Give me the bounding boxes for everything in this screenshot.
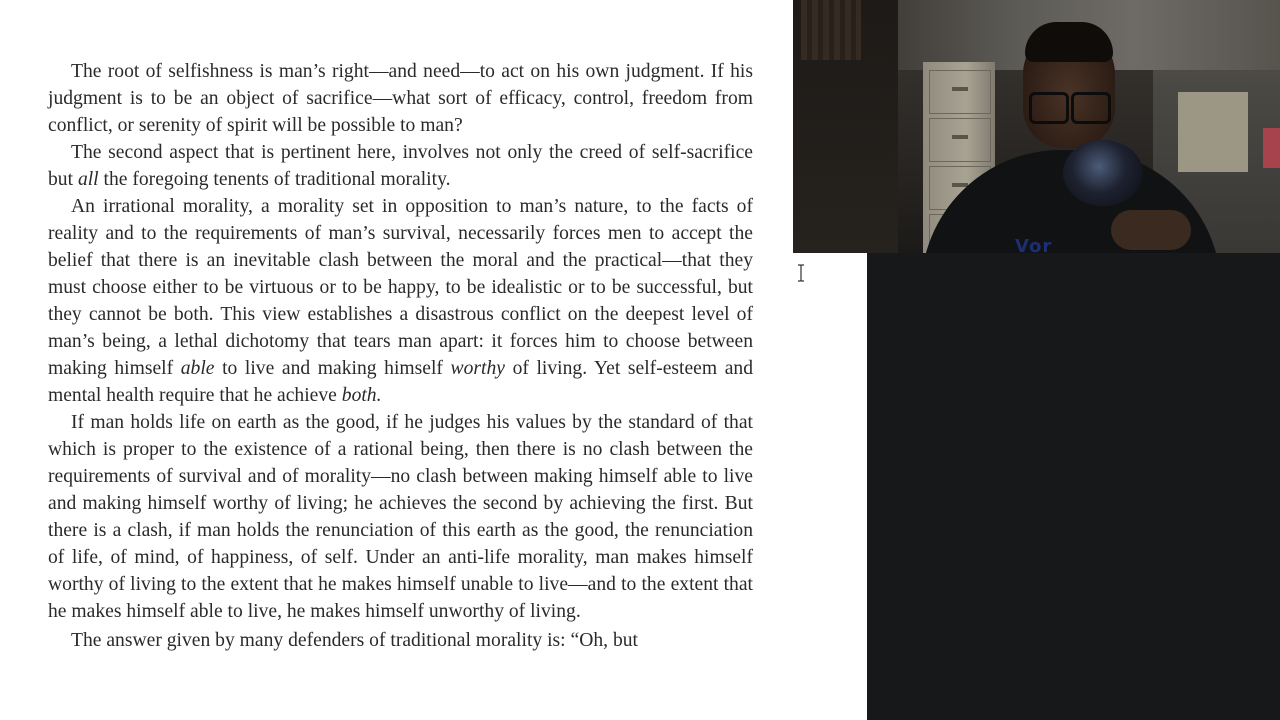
italic-text-segment: both.	[341, 385, 382, 406]
paragraph	[48, 627, 753, 654]
text-segment: The second aspect that is pertinent here, involves not only the creed of self-sacrifice but	[48, 142, 753, 190]
text-segment: The answer given by many defenders of traditional morality is: “Oh, but	[71, 630, 638, 651]
webcam-shelf	[801, 0, 861, 60]
text-segment: the foregoing tenents of traditional morality.	[98, 169, 451, 190]
text-segment: An irrational morality, a morality set in opposition to man’s nature, to the facts of reality and to the requirements of man’s survival, necessarily forces men to accept the belief that there is an inevitable clash between the moral and the practical—that they must choose either to be virtuous or to be happy, to be idealistic or to be successful, but they cannot be both. This view establishes a disastrous conflict on the deepest level of man’s being, a lethal dichotomy that tears man apart: it forces him to choose between making himself	[48, 196, 753, 379]
webcam-glasses	[1029, 92, 1109, 120]
paragraph	[48, 58, 753, 139]
webcam-shirt-text: Vor	[1015, 236, 1053, 253]
text-segment: to live and making himself	[214, 358, 451, 379]
webcam-poster	[1263, 128, 1280, 168]
webcam-cabinet	[1178, 92, 1248, 172]
i-beam-cursor-icon	[796, 264, 806, 282]
italic-text-segment: able	[180, 358, 215, 379]
paragraph	[48, 409, 753, 625]
text-segment: The root of selfishness is man’s right—and need—to act on his own judgment. If his judgment is to be an object of sacrifice—what sort of efficacy, control, freedom from conflict, or serenity of spirit will be possible to man?	[48, 61, 753, 136]
paragraph	[48, 139, 753, 193]
webcam-person-hair	[1025, 22, 1113, 62]
webcam-overlay	[793, 0, 1280, 253]
italic-text-segment: worthy	[450, 358, 505, 379]
document-text	[48, 58, 753, 654]
webcam-held-object	[1063, 140, 1143, 206]
webcam-hand	[1111, 210, 1191, 250]
italic-text-segment: all	[77, 169, 99, 190]
text-segment: of living. Yet self-esteem and mental health require that he achieve	[48, 358, 754, 406]
paragraph	[48, 193, 753, 409]
text-segment: If man holds life on earth as the good, if he judges his values by the standard of that which is proper to the existence of a rational being, then there is no clash between the requirements of survival and of morality—no clash between making himself able to live and making himself worthy of living; he achieves the second by achieving the first. But there is a clash, if man holds the renunciation of this earth as the good, the renunciation of life, of mind, of happiness, of self. Under an anti-life morality, man makes himself worthy of living to the extent that he makes himself unable to live—and to the extent that he makes himself able to live, he makes himself unworthy of living.	[48, 412, 753, 622]
